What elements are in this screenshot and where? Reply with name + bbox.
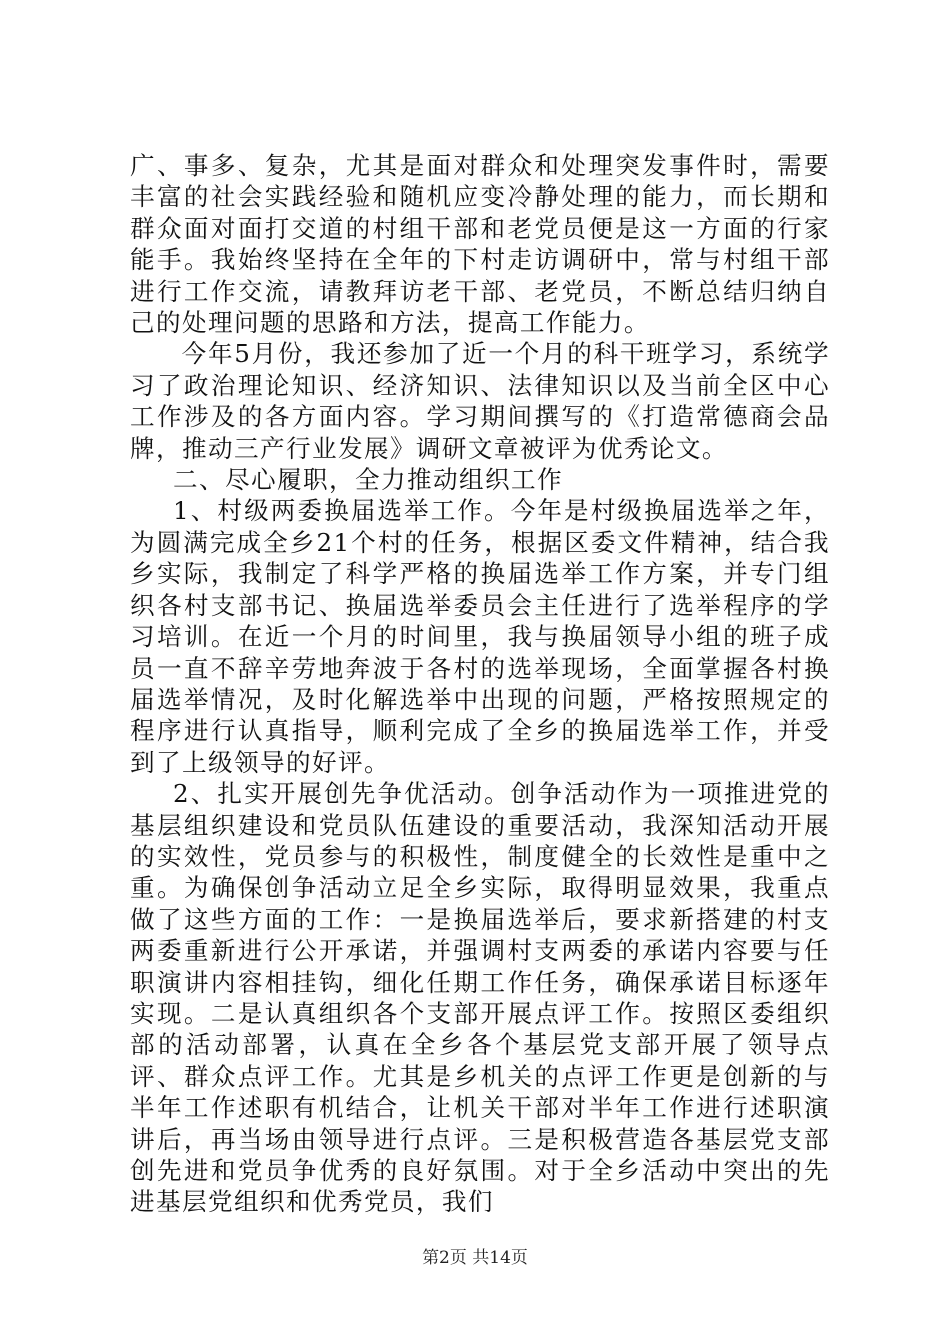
paragraph-excellence-campaign: 2、扎实开展创先争优活动。创争活动作为一项推进党的基层组织建设和党员队伍建设的重要活动，我深知活动开展的实效性，党员参与的积极性，制度健全的长效性是重中之重。为确保创争活动立足全乡实际，取得明显效果，我重点做了这些方面的工作：一是换届选举后，要求新搭建的村支两委重新进行公开承诺，并强调村支两委的承诺内容要与任职演讲内容相挂钩，细化任期工作任务，确保承诺目标逐年实现。二是认真组织各个支部开展点评工作。按照区委组织部的活动部署，认真在全乡各个基层党支部开展了领导点评、群众点评工作。尤其是乡机关的点评工作更是创新的与半年工作述职有机结合，让机关干部对半年工作进行述职演讲后，再当场由领导进行点评。三是积极营造各基层党支部创先进和党员争优秀的良好氛围。对于全乡活动中突出的先进基层党组织和优秀党员，我们 [130,779,830,1217]
paragraph-training-class: 今年5月份，我还参加了近一个月的科干班学习，系统学习了政治理论知识、经济知识、法律知识以及当前全区中心工作涉及的各方面内容。学习期间撰写的《打造常德商会品牌，推动三产行业发展》调研文章被评为优秀论文。 [130,339,830,463]
page-number-footer: 第2页 共14页 [422,1248,528,1268]
paragraph-work-methods: 广、事多、复杂，尤其是面对群众和处理突发事件时，需要丰富的社会实践经验和随机应变冷静处理的能力，而长期和群众面对面打交道的村组干部和老党员便是这一方面的行家能手。我始终坚持在全年的下村走访调研中，常与村组干部进行工作交流，请教拜访老干部、老党员，不断总结归纳自己的处理问题的思路和方法，提高工作能力。 [130,151,830,338]
document-body [130,150,830,1218]
section-heading: 二、尽心履职，全力推动组织工作 [173,465,563,495]
paragraph-election-work: 1、村级两委换届选举工作。今年是村级换届选举之年，为圆满完成全乡21个村的任务，根据区委文件精神，结合我乡实际，我制定了科学严格的换届选举工作方案，并专门组织各村支部书记、换届选举委员会主任进行了选举程序的学习培训。在近一个月的时间里，我与换届领导小组的班子成员一直不辞辛劳地奔波于各村的选举现场，全面掌握各村换届选举情况，及时化解选举中出现的问题，严格按照规定的程序进行认真指导，顺利完成了全乡的换届选举工作，并受到了上级领导的好评。 [130,496,830,777]
